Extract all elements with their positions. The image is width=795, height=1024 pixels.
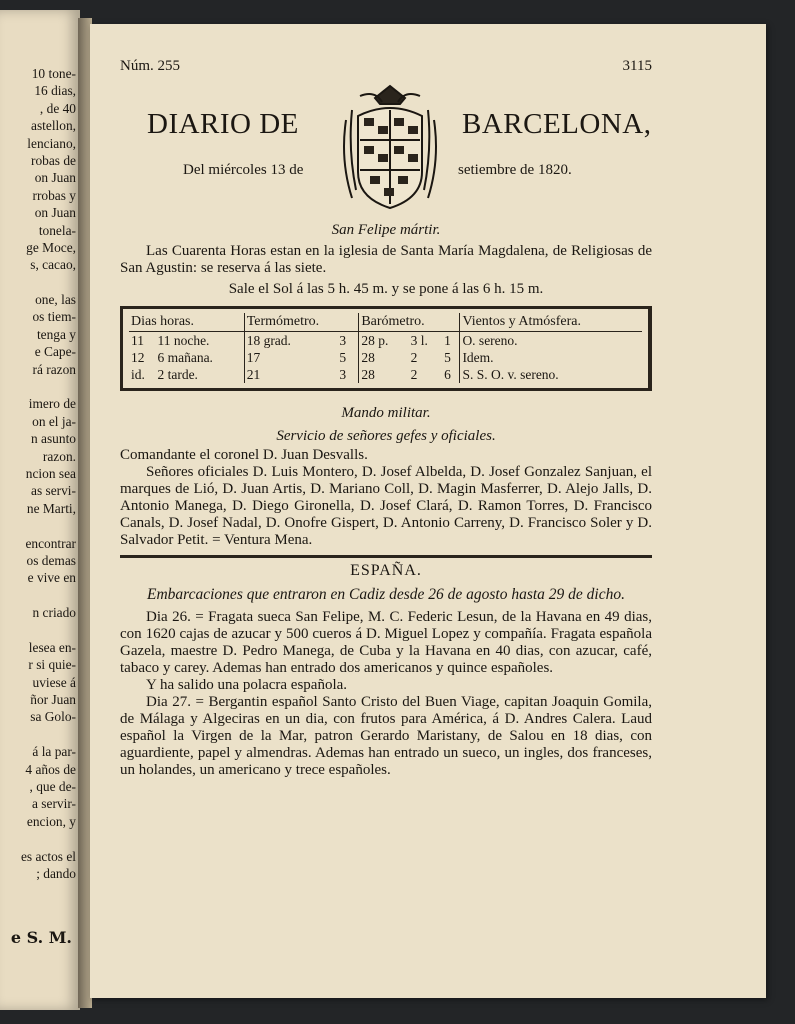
left-page-line: sa Golo- <box>30 709 76 725</box>
left-page-line: ñor Juan <box>30 692 76 708</box>
left-page-line: ncion sea <box>25 465 76 481</box>
left-page-line: , de 40 <box>39 100 76 116</box>
left-page-line: on el ja- <box>32 413 76 429</box>
newspaper-page <box>90 24 766 998</box>
left-page-line: a servir- <box>32 796 76 812</box>
weather-day: 11 <box>131 333 144 348</box>
spain-paragraph-3: Dia 27. = Bergantin español Santo Cristo del Buen Viage, capitan Joaquin Gomila, de Málaga y Algeciras en un dia, con frutos para América, á D. Andres Calera. Laud español la Virgen de la Mar, patron Gerardo Maristany, de Salou en 18 dias, con aguardiente, papel y almendras. Ademas han entrado un sueco, un ingles, dos franceses, un holandes, un americano y trece españoles. <box>120 694 652 778</box>
top-line <box>120 58 652 80</box>
weather-table <box>120 306 652 391</box>
left-page-line: n criado <box>32 605 76 621</box>
sunrise-sunset: Sale el Sol á las 5 h. 45 m. y se pone á las 6 h. 15 m. <box>228 281 544 297</box>
masthead <box>120 80 652 200</box>
weather-baro-lines: 3 l. <box>410 333 428 348</box>
weather-wind: S. S. O. v. sereno. <box>460 366 642 383</box>
left-page-text <box>0 65 76 882</box>
left-page-line <box>0 830 76 847</box>
left-page-line: s, cacao, <box>30 257 76 273</box>
weather-row <box>129 366 642 383</box>
left-page-line: ge Moce, <box>26 239 76 255</box>
weather-hour: 6 mañana. <box>157 350 213 365</box>
left-page-line: lesea en- <box>28 639 76 655</box>
left-page-line: tonela- <box>38 222 76 238</box>
left-page-line: rá razon <box>32 361 76 377</box>
weather-therm-frac: 5 <box>339 350 347 365</box>
weather-baro-frac: 5 <box>444 350 451 365</box>
left-page-line: robas de <box>31 152 76 168</box>
left-page-line: on Juan <box>34 205 76 221</box>
left-page-line: imero de <box>28 396 76 412</box>
left-page-line: ne Marti, <box>26 500 76 516</box>
date-left: Del miércoles 13 de <box>183 162 304 178</box>
military-subheading: Servicio de señores gefes y oficiales. <box>276 428 496 444</box>
left-page-line: ; dando <box>36 865 76 881</box>
date-right: setiembre de 1820. <box>458 162 572 178</box>
weather-baro-frac: 1 <box>444 333 451 348</box>
spain-paragraph-2: Y ha salido una polacra española. <box>146 677 348 693</box>
title-right: BARCELONA, <box>462 108 652 140</box>
weather-therm-frac: 3 <box>339 367 347 382</box>
left-page-line: os tiem- <box>32 309 76 325</box>
left-page-line: 4 años de <box>25 761 76 777</box>
weather-header-winds: Vientos y Atmósfera. <box>460 313 642 332</box>
left-page-line: as servi- <box>31 483 76 499</box>
left-page-line: 16 dias, <box>34 83 76 99</box>
left-page-signature: e S. M. <box>10 928 72 947</box>
weather-header-days: Dias horas. <box>129 313 244 332</box>
left-page-line: on Juan <box>34 170 76 186</box>
left-page-line: lenciano, <box>27 135 76 151</box>
weather-baro: 28 <box>359 366 409 383</box>
weather-therm: 17 <box>244 349 337 366</box>
section-divider <box>120 555 652 558</box>
weather-wind: Idem. <box>460 349 642 366</box>
weather-row <box>129 349 642 366</box>
left-page-line: astellon, <box>31 118 76 134</box>
weather-wind: O. sereno. <box>460 332 642 350</box>
weather-baro-frac: 6 <box>444 367 451 382</box>
military-commander: Comandante el coronel D. Juan Desvalls. <box>120 447 368 463</box>
left-page <box>0 10 80 1010</box>
left-page-line: n asunto <box>30 431 76 447</box>
weather-hour: 11 noche. <box>157 333 210 348</box>
left-page-line <box>0 622 76 639</box>
military-heading: Mando militar. <box>341 405 431 421</box>
left-page-line: encontrar <box>25 535 76 551</box>
spain-paragraph-1: Dia 26. = Fragata sueca San Felipe, M. C. Federic Lesun, de la Havana en 49 dias, con 1620 cajas de azucar y 500 cueros á D. Miguel Lopez y compañía. Fragata española Gazela, maestre D. Pedro Manega, de Cuba y la Havana en 40 dias, con azucar, café, tabaco y carey. Ademas han entrado dos americanos y quince españoles. <box>120 609 652 676</box>
weather-baro: 28 <box>359 349 409 366</box>
left-page-line: e Cape- <box>34 344 76 360</box>
weather-therm: 18 grad. <box>244 332 337 350</box>
page-number: 3115 <box>622 58 652 74</box>
weather-baro: 28 p. <box>359 332 409 350</box>
weather-day: id. <box>131 367 145 382</box>
weather-day: 12 <box>131 350 145 365</box>
weather-therm-frac: 3 <box>339 333 347 348</box>
left-page-line: encion, y <box>26 813 76 829</box>
issue-number: Núm. 255 <box>120 58 180 74</box>
left-page-line: e vive en <box>27 570 76 586</box>
left-page-line <box>0 726 76 743</box>
weather-header-barometer: Barómetro. <box>359 313 460 332</box>
left-page-line: á la par- <box>32 744 76 760</box>
weather-baro-lines: 2 <box>410 350 418 365</box>
forty-hours-notice: Las Cuarenta Horas estan en la iglesia de Santa María Magdalena, de Religiosas de San Agustin: se reserva á las siete. <box>120 243 652 276</box>
weather-header-thermometer: Termómetro. <box>244 313 359 332</box>
title-left: DIARIO DE <box>147 108 299 140</box>
saint-of-day: San Felipe mártir. <box>331 222 441 238</box>
weather-therm: 21 <box>244 366 337 383</box>
left-page-line: one, las <box>35 292 76 308</box>
left-page-line: r si quie- <box>28 657 76 673</box>
left-page-line: uviese á <box>32 674 76 690</box>
page-content <box>120 58 652 779</box>
weather-row <box>129 332 642 350</box>
left-page-line: rrobas y <box>32 187 76 203</box>
left-page-line: es actos el <box>20 848 76 864</box>
left-page-line: tenga y <box>36 326 76 342</box>
coat-of-arms-icon <box>330 80 450 215</box>
military-officers: Señores oficiales D. Luis Montero, D. Josef Albelda, D. Josef Gonzalez Sanjuan, el marques de Lió, D. Juan Artis, D. Mariano Coll, D. Magin Masferrer, D. Alejo Jalls, D. Antonio Manega, D. Diego Gironella, D. Josef Clará, D. Ramon Torres, D. Francisco Canals, D. Josef Nadal, D. Onofre Gispert, D. Antonio Carreny, D. Francisco Soler y D. Salvador Petit. = Ventura Mena. <box>120 464 652 548</box>
spain-subheading: Embarcaciones que entraron en Cadiz desde 26 de agosto hasta 29 de dicho. <box>147 586 625 603</box>
left-page-line: razon. <box>42 448 76 464</box>
left-page-line <box>0 587 76 604</box>
weather-baro-lines: 2 <box>410 367 418 382</box>
left-page-line: 10 tone- <box>31 66 76 81</box>
left-page-line: os demas <box>26 552 76 568</box>
weather-hour: 2 tarde. <box>157 367 198 382</box>
left-page-line <box>0 378 76 395</box>
left-page-line: , que de- <box>29 779 76 795</box>
left-page-line <box>0 274 76 291</box>
left-page-line <box>0 517 76 534</box>
spain-heading: ESPAÑA. <box>350 562 422 579</box>
